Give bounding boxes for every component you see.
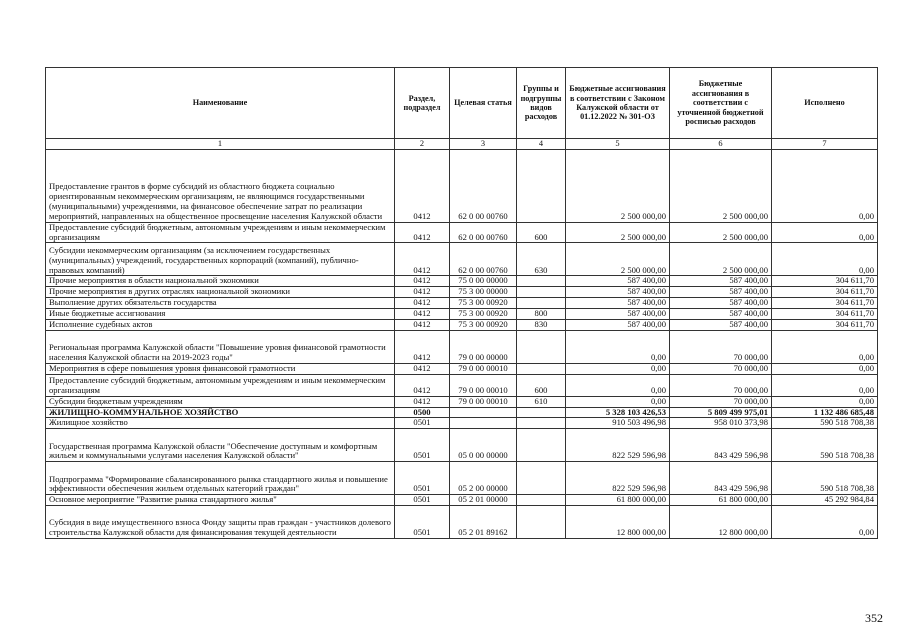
row-group xyxy=(517,298,566,309)
column-number: 2 xyxy=(395,139,450,150)
row-executed: 0,00 xyxy=(772,506,878,539)
row-refined-budget: 70 000,00 xyxy=(670,330,772,363)
row-target: 75 3 00 00920 xyxy=(450,319,517,330)
row-name: Иные бюджетные ассигнования xyxy=(46,309,395,320)
row-section: 0412 xyxy=(395,276,450,287)
row-target: 05 2 01 89162 xyxy=(450,506,517,539)
row-group: 830 xyxy=(517,319,566,330)
row-section: 0501 xyxy=(395,462,450,495)
table-row xyxy=(46,407,878,418)
column-number: 1 xyxy=(46,139,395,150)
row-refined-budget: 587 400,00 xyxy=(670,319,772,330)
header-name: Наименование xyxy=(46,68,395,139)
table-row xyxy=(46,330,878,363)
row-name: Региональная программа Калужской области "Повышение уровня финансовой грамотности населения Калужской области на 2019-2023 годы" xyxy=(46,330,395,363)
row-refined-budget: 843 429 596,98 xyxy=(670,462,772,495)
row-target: 05 2 01 00000 xyxy=(450,495,517,506)
row-target: 75 3 00 00920 xyxy=(450,309,517,320)
row-executed: 0,00 xyxy=(772,363,878,374)
table-row xyxy=(46,276,878,287)
row-executed: 0,00 xyxy=(772,330,878,363)
row-refined-budget: 843 429 596,98 xyxy=(670,429,772,462)
row-target: 79 0 00 00010 xyxy=(450,363,517,374)
row-refined-budget: 70 000,00 xyxy=(670,363,772,374)
column-number: 3 xyxy=(450,139,517,150)
row-target: 62 0 00 00760 xyxy=(450,149,517,222)
row-refined-budget: 587 400,00 xyxy=(670,298,772,309)
table-row xyxy=(46,363,878,374)
row-law-budget: 822 529 596,98 xyxy=(566,429,670,462)
row-law-budget: 822 529 596,98 xyxy=(566,462,670,495)
row-group xyxy=(517,462,566,495)
row-refined-budget: 12 800 000,00 xyxy=(670,506,772,539)
table-row xyxy=(46,374,878,396)
table-row xyxy=(46,506,878,539)
row-group: 610 xyxy=(517,396,566,407)
row-refined-budget: 587 400,00 xyxy=(670,309,772,320)
row-refined-budget: 958 010 373,98 xyxy=(670,418,772,429)
row-section: 0412 xyxy=(395,222,450,243)
row-section: 0412 xyxy=(395,330,450,363)
row-law-budget: 61 800 000,00 xyxy=(566,495,670,506)
row-section: 0412 xyxy=(395,374,450,396)
row-section: 0501 xyxy=(395,429,450,462)
row-target: 79 0 00 00000 xyxy=(450,330,517,363)
row-refined-budget: 587 400,00 xyxy=(670,287,772,298)
row-refined-budget: 587 400,00 xyxy=(670,276,772,287)
header-executed: Исполнено xyxy=(772,68,878,139)
row-refined-budget: 61 800 000,00 xyxy=(670,495,772,506)
row-refined-budget: 5 809 499 975,01 xyxy=(670,407,772,418)
table-row xyxy=(46,462,878,495)
row-target: 79 0 00 00010 xyxy=(450,396,517,407)
row-group xyxy=(517,276,566,287)
row-law-budget: 910 503 496,98 xyxy=(566,418,670,429)
row-name: Подпрограмма "Формирование сбалансированного рынка стандартного жилья и повышение эффективности обеспечения жильем отдельных категорий граждан" xyxy=(46,462,395,495)
row-section: 0501 xyxy=(395,418,450,429)
row-group xyxy=(517,363,566,374)
row-name: Мероприятия в сфере повышения уровня финансовой грамотности xyxy=(46,363,395,374)
row-group xyxy=(517,407,566,418)
column-number: 7 xyxy=(772,139,878,150)
row-section: 0501 xyxy=(395,495,450,506)
row-refined-budget: 2 500 000,00 xyxy=(670,149,772,222)
row-name: Выполнение других обязательств государства xyxy=(46,298,395,309)
table-row xyxy=(46,495,878,506)
row-section: 0412 xyxy=(395,309,450,320)
row-target: 62 0 00 00760 xyxy=(450,243,517,276)
row-target: 05 0 00 00000 xyxy=(450,429,517,462)
row-name: Субсидия в виде имущественного взноса Фонду защиты прав граждан - участников долевого строительства Калужской области для финансирования текущей деятельности xyxy=(46,506,395,539)
table-row xyxy=(46,418,878,429)
row-name: Прочие мероприятия в других отраслях национальной экономики xyxy=(46,287,395,298)
row-section: 0501 xyxy=(395,506,450,539)
table-row xyxy=(46,222,878,243)
row-law-budget: 0,00 xyxy=(566,374,670,396)
row-name: Основное мероприятие "Развитие рынка стандартного жилья" xyxy=(46,495,395,506)
row-group xyxy=(517,149,566,222)
header-law-budget: Бюджетные ассигнования в соответствии с Законом Калужской области от 01.12.2022 № 301-ОЗ xyxy=(566,68,670,139)
row-target xyxy=(450,418,517,429)
header-groups: Группы и подгруппы видов расходов xyxy=(517,68,566,139)
row-refined-budget: 2 500 000,00 xyxy=(670,222,772,243)
row-target: 75 0 00 00000 xyxy=(450,276,517,287)
header-section: Раздел, подраздел xyxy=(395,68,450,139)
header-refined-budget: Бюджетные ассигнования в соответствии с уточненной бюджетной росписью расходов xyxy=(670,68,772,139)
row-law-budget: 587 400,00 xyxy=(566,319,670,330)
row-law-budget: 0,00 xyxy=(566,363,670,374)
row-section: 0500 xyxy=(395,407,450,418)
table-row xyxy=(46,319,878,330)
row-name: Предоставление субсидий бюджетным, автономным учреждениям и иным некоммерческим организациям xyxy=(46,374,395,396)
row-law-budget: 0,00 xyxy=(566,330,670,363)
row-section: 0412 xyxy=(395,149,450,222)
table-header xyxy=(46,68,878,150)
row-section: 0412 xyxy=(395,396,450,407)
row-group: 600 xyxy=(517,222,566,243)
table-row xyxy=(46,243,878,276)
column-number: 6 xyxy=(670,139,772,150)
row-law-budget: 587 400,00 xyxy=(566,276,670,287)
table-row xyxy=(46,396,878,407)
page-number: 352 xyxy=(865,611,883,625)
row-group xyxy=(517,429,566,462)
row-executed: 0,00 xyxy=(772,374,878,396)
table-row xyxy=(46,287,878,298)
row-section: 0412 xyxy=(395,363,450,374)
table-row xyxy=(46,149,878,222)
table-row xyxy=(46,309,878,320)
row-refined-budget: 70 000,00 xyxy=(670,374,772,396)
row-executed: 0,00 xyxy=(772,243,878,276)
row-executed: 590 518 708,38 xyxy=(772,429,878,462)
row-group: 630 xyxy=(517,243,566,276)
row-group xyxy=(517,287,566,298)
row-group: 600 xyxy=(517,374,566,396)
row-name: Предоставление грантов в форме субсидий из областного бюджета социально ориентированным некоммерческим организациям, не являющимся государственными (муниципальными) учреждениями, на финансовое обеспечение затрат по реализации мероприятий, направленных на общественное просвещение населения Калужской области xyxy=(46,149,395,222)
row-name: Жилищное хозяйство xyxy=(46,418,395,429)
row-group: 800 xyxy=(517,309,566,320)
row-executed: 304 611,70 xyxy=(772,298,878,309)
row-executed: 0,00 xyxy=(772,222,878,243)
row-name: Прочие мероприятия в области национальной экономики xyxy=(46,276,395,287)
row-executed: 304 611,70 xyxy=(772,287,878,298)
column-number: 4 xyxy=(517,139,566,150)
row-executed: 1 132 486 685,48 xyxy=(772,407,878,418)
row-name: Исполнение судебных актов xyxy=(46,319,395,330)
row-law-budget: 587 400,00 xyxy=(566,287,670,298)
row-section: 0412 xyxy=(395,287,450,298)
row-executed: 590 518 708,38 xyxy=(772,462,878,495)
row-refined-budget: 70 000,00 xyxy=(670,396,772,407)
row-executed: 304 611,70 xyxy=(772,276,878,287)
row-target: 62 0 00 00760 xyxy=(450,222,517,243)
budget-table xyxy=(45,67,878,539)
column-number: 5 xyxy=(566,139,670,150)
row-executed: 0,00 xyxy=(772,396,878,407)
row-target: 75 3 00 00000 xyxy=(450,287,517,298)
row-name: ЖИЛИЩНО-КОММУНАЛЬНОЕ ХОЗЯЙСТВО xyxy=(46,407,395,418)
row-law-budget: 0,00 xyxy=(566,396,670,407)
row-executed: 45 292 984,84 xyxy=(772,495,878,506)
table-row xyxy=(46,298,878,309)
row-section: 0412 xyxy=(395,319,450,330)
row-law-budget: 5 328 103 426,53 xyxy=(566,407,670,418)
row-target: 79 0 00 00010 xyxy=(450,374,517,396)
row-executed: 0,00 xyxy=(772,149,878,222)
row-group xyxy=(517,495,566,506)
row-law-budget: 587 400,00 xyxy=(566,298,670,309)
row-executed: 304 611,70 xyxy=(772,319,878,330)
row-section: 0412 xyxy=(395,243,450,276)
row-executed: 590 518 708,38 xyxy=(772,418,878,429)
table-row xyxy=(46,429,878,462)
row-target xyxy=(450,407,517,418)
row-refined-budget: 2 500 000,00 xyxy=(670,243,772,276)
table-body xyxy=(46,149,878,539)
row-law-budget: 2 500 000,00 xyxy=(566,243,670,276)
row-law-budget: 12 800 000,00 xyxy=(566,506,670,539)
row-law-budget: 2 500 000,00 xyxy=(566,222,670,243)
row-law-budget: 587 400,00 xyxy=(566,309,670,320)
row-section: 0412 xyxy=(395,298,450,309)
row-group xyxy=(517,418,566,429)
row-law-budget: 2 500 000,00 xyxy=(566,149,670,222)
row-executed: 304 611,70 xyxy=(772,309,878,320)
row-name: Субсидии некоммерческим организациям (за исключением государственных (муниципальных) учреждений, государственных корпораций (компаний), публично-правовых компаний) xyxy=(46,243,395,276)
row-group xyxy=(517,506,566,539)
row-target: 05 2 00 00000 xyxy=(450,462,517,495)
row-name: Субсидии бюджетным учреждениям xyxy=(46,396,395,407)
row-name: Государственная программа Калужской области "Обеспечение доступным и комфортным жильем и коммунальными услугами населения Калужской области" xyxy=(46,429,395,462)
header-target: Целевая статья xyxy=(450,68,517,139)
row-group xyxy=(517,330,566,363)
row-target: 75 3 00 00920 xyxy=(450,298,517,309)
row-name: Предоставление субсидий бюджетным, автономным учреждениям и иным некоммерческим организациям xyxy=(46,222,395,243)
